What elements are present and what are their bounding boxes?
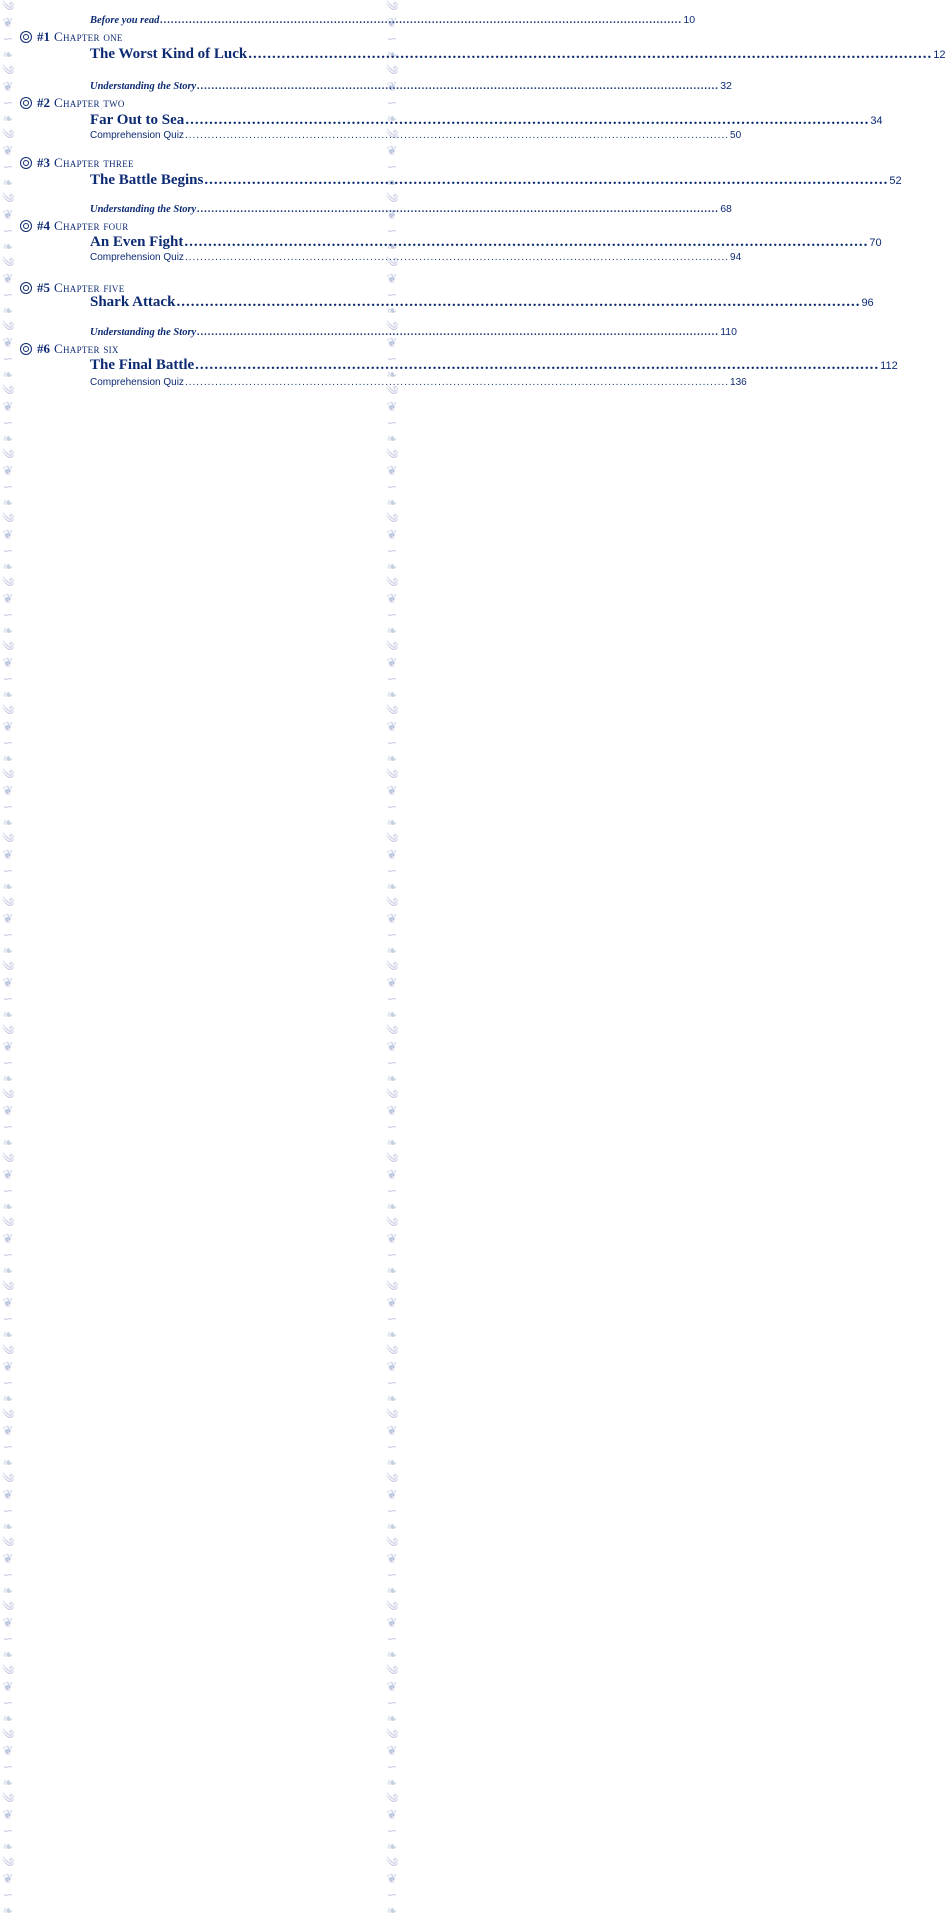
circle-bullet-icon xyxy=(20,31,32,43)
dot-leader xyxy=(197,81,719,92)
page-number: 136 xyxy=(730,377,747,388)
toc-entry-comprehension-quiz[interactable] xyxy=(90,377,747,388)
chapter-label: Chapter four xyxy=(54,218,129,233)
dot-leader xyxy=(197,327,719,338)
chapter-number: #6 xyxy=(37,341,50,356)
chapter-heading-1 xyxy=(20,29,123,45)
quiz-label: Comprehension Quiz xyxy=(90,377,184,388)
toc-entry-chapter-4-title[interactable] xyxy=(90,234,882,251)
dot-leader xyxy=(185,112,869,129)
chapter-title: The Worst Kind of Luck xyxy=(90,46,248,62)
toc-entry-chapter-6-title[interactable] xyxy=(90,357,898,374)
chapter-number: #4 xyxy=(37,218,50,233)
chapter-label: Chapter five xyxy=(54,280,125,295)
toc-entry-comprehension-quiz[interactable] xyxy=(90,252,742,263)
page-number: 112 xyxy=(880,360,898,372)
page-number: 110 xyxy=(720,326,737,338)
page-number: 12 xyxy=(933,49,946,61)
circle-bullet-icon xyxy=(20,97,32,109)
section-label: Before you read xyxy=(90,15,160,26)
chapter-heading-4 xyxy=(20,218,129,234)
chapter-title: The Battle Begins xyxy=(90,172,204,188)
dot-leader xyxy=(185,377,729,388)
toc-entry-before-you-read[interactable] xyxy=(90,14,696,26)
circle-bullet-icon xyxy=(20,282,32,294)
toc-entry-understanding-story[interactable] xyxy=(90,80,732,92)
quiz-label: Comprehension Quiz xyxy=(90,252,184,263)
dot-leader xyxy=(204,172,888,189)
toc-entry-comprehension-quiz[interactable] xyxy=(90,130,742,141)
page-number: 94 xyxy=(730,252,742,263)
page-number: 52 xyxy=(889,175,902,187)
page-number: 32 xyxy=(720,80,732,92)
chapter-title: An Even Fight xyxy=(90,234,184,250)
toc-entry-chapter-3-title[interactable] xyxy=(90,172,902,189)
page-number: 10 xyxy=(683,14,696,26)
dot-leader xyxy=(185,130,729,141)
chapter-number: #3 xyxy=(37,155,50,170)
chapter-label: Chapter two xyxy=(54,95,125,110)
decorative-border-left: ༄ ❦ ∽ ❧ ༄ ❦ ∽ ❧ ༄ ❦ ∽ ❧ ༄ ❦ ∽ ❧ ༄ ❦ ∽ ❧ ༄ ❦ ∽ ❧ ༄ ❦ ∽ ❧ ༄ ❦ ∽ ❧ ༄ ❦ ∽ ❧ ༄ ❦ ∽ ❧ ༄ ❦ ∽ ❧ ༄ ❦ ∽ ❧ ༄ ❦ ∽ ❧ ༄ ❦ ∽ ❧ ༄ ❦ ∽ ❧ ༄ ❦ ∽ ❧ ༄ ❦ ∽ ❧ ༄ ❦ ∽ ❧ ༄ ❦ ∽ ❧ ༄ ❦ ∽ ❧ ༄ ❦ ∽ ❧ ༄ ❦ ∽ ❧ ༄ ❦ ∽ ❧ ༄ ❦ ∽ ❧ ༄ ❦ ∽ ❧ ༄ ❦ ∽ ❧ ༄ ❦ ∽ ❧ ༄ ❦ ∽ ❧ ༄ ❦ ∽ ❧ ༄ ❦ ∽ ❧ xyxy=(1,0,15,1919)
section-label: Understanding the Story xyxy=(90,204,197,215)
circle-bullet-icon xyxy=(20,220,32,232)
circle-bullet-icon xyxy=(20,343,32,355)
toc-entry-chapter-5-title[interactable] xyxy=(90,294,874,311)
section-label: Understanding the Story xyxy=(90,81,197,92)
chapter-title: Shark Attack xyxy=(90,294,176,310)
chapter-number: #2 xyxy=(37,95,50,110)
dot-leader xyxy=(184,234,868,251)
toc-entry-chapter-1-title[interactable] xyxy=(90,46,946,63)
page-number: 34 xyxy=(870,115,883,127)
chapter-label: Chapter one xyxy=(54,29,123,44)
toc-entry-understanding-story[interactable] xyxy=(90,326,737,338)
chapter-label: Chapter three xyxy=(54,155,134,170)
chapter-title: Far Out to Sea xyxy=(90,112,185,128)
decorative-border-right: ༄ ❦ ∽ ❧ ༄ ❦ ∽ ❧ ༄ ❦ ∽ ❧ ༄ ❦ ∽ ❧ ༄ ❦ ∽ ❧ ༄ ❦ ∽ ❧ ༄ ❦ ∽ ❧ ༄ ❦ ∽ ❧ ༄ ❦ ∽ ❧ ༄ ❦ ∽ ❧ ༄ ❦ ∽ ❧ ༄ ❦ ∽ ❧ ༄ ❦ ∽ ❧ ༄ ❦ ∽ ❧ ༄ ❦ ∽ ❧ ༄ ❦ ∽ ❧ ༄ ❦ ∽ ❧ ༄ ❦ ∽ ❧ ༄ ❦ ∽ ❧ ༄ ❦ ∽ ❧ ༄ ❦ ∽ ❧ ༄ ❦ ∽ ❧ ༄ ❦ ∽ ❧ ༄ ❦ ∽ ❧ ༄ ❦ ∽ ❧ ༄ ❦ ∽ ❧ ༄ ❦ ∽ ❧ ༄ ❦ ∽ ❧ ༄ ❦ ∽ ❧ ༄ ❦ ∽ ❧ xyxy=(385,0,399,1919)
dot-leader xyxy=(195,357,879,374)
chapter-heading-2 xyxy=(20,95,125,111)
section-label: Understanding the Story xyxy=(90,327,197,338)
page-number: 50 xyxy=(730,130,742,141)
chapter-heading-6 xyxy=(20,341,119,357)
chapter-heading-3 xyxy=(20,155,134,171)
dot-leader xyxy=(185,252,729,263)
circle-bullet-icon xyxy=(20,157,32,169)
chapter-number: #5 xyxy=(37,280,50,295)
dot-leader xyxy=(197,204,719,215)
dot-leader xyxy=(160,15,682,26)
chapter-label: Chapter six xyxy=(54,341,119,356)
page-number: 68 xyxy=(720,203,732,215)
toc-entry-chapter-2-title[interactable] xyxy=(90,112,883,129)
toc-entry-understanding-story[interactable] xyxy=(90,203,732,215)
dot-leader xyxy=(176,294,860,311)
chapter-title: The Final Battle xyxy=(90,357,195,373)
page-number: 96 xyxy=(861,297,874,309)
quiz-label: Comprehension Quiz xyxy=(90,130,184,141)
chapter-number: #1 xyxy=(37,29,50,44)
dot-leader xyxy=(248,46,932,63)
page-number: 70 xyxy=(869,237,882,249)
